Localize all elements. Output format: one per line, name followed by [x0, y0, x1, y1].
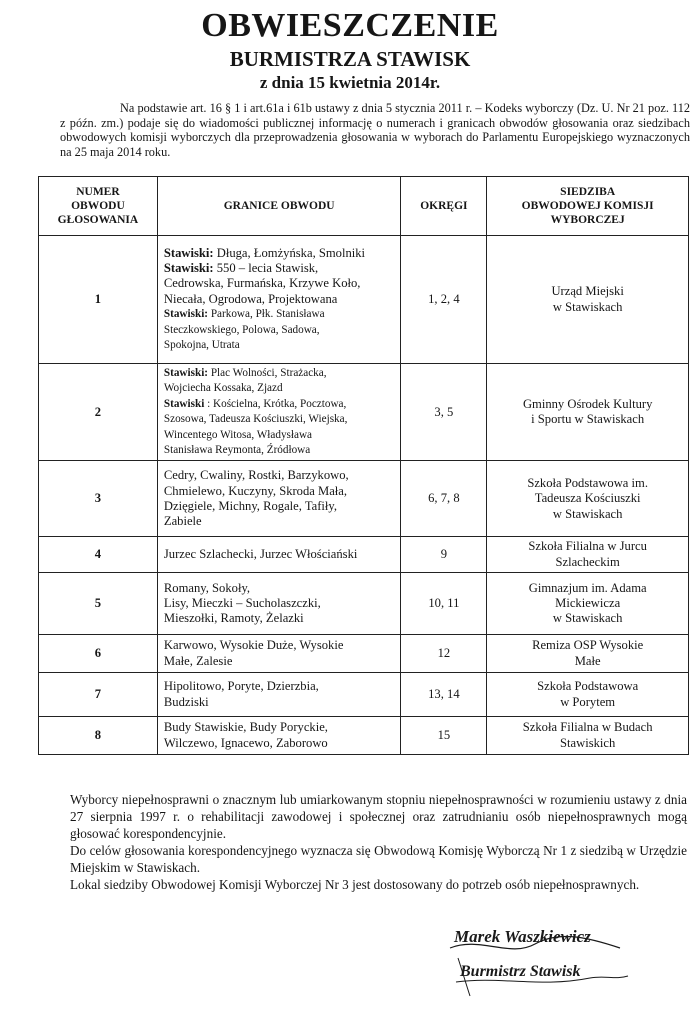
obwod-number: 1 — [39, 236, 158, 364]
seat-line: Szkoła Filialna w Budach — [522, 720, 653, 735]
footer-paragraph: Do celów głosowania korespondencyjnego wyznacza się Obwodową Komisję Wyborczą Nr 1 z siedzibą w Urzędzie Miejskim w Stawiskach. — [70, 843, 687, 875]
boundary-text: Karwowo, Wysokie Duże, Wysokie — [163, 638, 344, 653]
table-row — [39, 537, 689, 573]
obwod-boundaries — [157, 461, 401, 537]
obwod-boundaries — [157, 236, 401, 364]
boundary-text: Wincentego Witosa, Władysława — [163, 428, 313, 441]
boundary-text: Małe, Zalesie — [163, 653, 233, 668]
obwod-seat — [487, 673, 689, 717]
boundary-line — [164, 611, 395, 626]
obwod-number: 6 — [39, 635, 158, 673]
boundary-line — [164, 720, 395, 735]
footer-paragraph: Wyborcy niepełnosprawni o znacznym lub umiarkowanym stopniu niepełnosprawności w rozumieniu ustawy z dnia 27 sierpnia 1997 r. o rehabilitacji zawodowej i społecznej oraz zatrudnianiu osób niepełnosprawnych mogą głosować korespondencyjnie. — [70, 792, 687, 841]
boundary-text: Steczkowskiego, Polowa, Sadowa, — [163, 323, 320, 336]
boundary-line — [164, 679, 395, 694]
boundary-text: Plac Wolności, Strażacka, — [210, 367, 327, 379]
seat-line: i Sportu w Stawiskach — [531, 412, 645, 427]
obwod-seat — [487, 635, 689, 673]
boundary-line — [164, 695, 395, 710]
header-number — [39, 177, 158, 236]
boundary-line — [164, 499, 395, 514]
boundary-text: : Kościelna, Krótka, Pocztowa, — [207, 397, 347, 410]
obwod-seat — [487, 537, 689, 573]
obwod-districts: 10, 11 — [401, 573, 487, 635]
obwod-number: 3 — [39, 461, 158, 537]
boundary-text: Mieszołki, Ramoty, Żelazki — [163, 611, 304, 626]
obwod-seat — [487, 461, 689, 537]
seat-line: Małe — [574, 653, 601, 668]
boundary-line — [164, 323, 395, 338]
document-date: z dnia 15 kwietnia 2014r. — [259, 73, 441, 92]
boundary-line — [164, 366, 395, 381]
seat-line: Mickiewicza — [555, 596, 621, 611]
boundary-locality-label: Stawiski — [163, 397, 205, 410]
obwod-districts: 1, 2, 4 — [401, 236, 487, 364]
header-boundaries — [157, 177, 401, 236]
header-number-line: NUMER — [76, 186, 120, 198]
boundary-locality-label: Stawiski: — [163, 308, 209, 321]
footer-paragraph: Lokal siedziby Obwodowej Komisji Wyborczej Nr 3 jest dostosowany do potrzeb osób niepełnosprawnych. — [70, 877, 640, 892]
seat-line: w Porytem — [560, 694, 616, 709]
seat-line: Gimnazjum im. Adama — [528, 580, 647, 595]
obwod-districts: 6, 7, 8 — [401, 461, 487, 537]
obwod-districts: 12 — [401, 635, 487, 673]
boundary-text: Budziski — [163, 694, 209, 709]
header-number-line: OBWODU — [71, 200, 125, 212]
obwod-districts: 13, 14 — [401, 673, 487, 717]
boundary-line — [164, 412, 395, 427]
header-seat-line: WYBORCZEJ — [550, 214, 625, 226]
obwod-boundaries — [157, 364, 401, 461]
boundary-text: Budy Stawiskie, Budy Poryckie, — [163, 720, 328, 735]
obwod-boundaries — [157, 635, 401, 673]
obwod-seat — [487, 364, 689, 461]
boundary-text: Zabiele — [163, 514, 202, 529]
document-subtitle: BURMISTRZA STAWISK — [229, 47, 471, 71]
seat-line: Urząd Miejski — [551, 284, 624, 299]
handwritten-signature — [440, 918, 640, 1000]
seat-line: Tadeusza Kościuszki — [534, 491, 641, 506]
seat-line: Szlacheckim — [555, 554, 620, 569]
header-boundaries-line: GRANICE OBWODU — [223, 200, 335, 212]
boundary-text: Lisy, Mieczki – Sucholaszczki, — [163, 596, 321, 611]
boundary-text: Spokojna, Utrata — [163, 339, 240, 352]
obwod-districts: 3, 5 — [401, 364, 487, 461]
boundary-line — [164, 654, 395, 669]
seat-line: Stawiskich — [560, 735, 616, 750]
signature-name: Marek Waszkiewicz — [454, 927, 591, 946]
seat-line: Szkoła Filialna w Jurcu — [528, 539, 647, 554]
signature-title: Burmistrz Stawisk — [460, 963, 581, 980]
table-body — [39, 236, 689, 755]
boundary-line — [164, 638, 395, 653]
boundary-text: Parkowa, Płk. Stanisława — [210, 308, 325, 321]
obwod-boundaries — [157, 537, 401, 573]
boundary-line — [164, 596, 395, 611]
boundary-text: Szosowa, Tadeusza Kościuszki, Wiejska, — [163, 413, 348, 426]
boundary-text: Niecała, Ogrodowa, Projektowana — [163, 291, 338, 306]
table-row — [39, 635, 689, 673]
boundary-locality-label: Stawiski: — [163, 245, 214, 260]
boundary-line — [164, 428, 395, 443]
boundary-text: Wilczewo, Ignacewo, Zaborowo — [163, 735, 328, 750]
obwod-seat — [487, 236, 689, 364]
seat-line: Gminny Ośrodek Kultury — [522, 396, 653, 411]
boundary-line — [164, 338, 395, 353]
header-districts — [401, 177, 487, 236]
obwod-districts: 9 — [401, 537, 487, 573]
table-row — [39, 364, 689, 461]
obwod-number: 4 — [39, 537, 158, 573]
seat-line: Szkoła Podstawowa — [537, 679, 639, 694]
boundary-text: Chmielewo, Kuczyny, Skroda Mała, — [163, 483, 348, 498]
boundary-line — [164, 514, 395, 529]
obwod-districts: 15 — [401, 717, 487, 755]
boundary-text: Cedrowska, Furmańska, Krzywe Koło, — [163, 276, 361, 291]
boundary-line — [164, 484, 395, 499]
boundary-line — [164, 397, 395, 412]
obwod-boundaries — [157, 673, 401, 717]
boundary-line — [164, 381, 395, 396]
boundary-locality-label: Stawiski: — [163, 367, 209, 379]
seat-line: Remiza OSP Wysokie — [532, 638, 644, 653]
boundary-text: Dzięgiele, Michny, Rogale, Tafiły, — [163, 498, 338, 513]
seat-line: w Stawiskach — [552, 506, 623, 521]
boundary-line — [164, 246, 395, 261]
header-districts-line: OKRĘGI — [420, 200, 468, 212]
header-seat-line: SIEDZIBA — [560, 186, 616, 198]
obwod-number: 2 — [39, 364, 158, 461]
obwod-boundaries — [157, 573, 401, 635]
boundary-text: Jurzec Szlachecki, Jurzec Włościański — [163, 547, 358, 562]
boundary-locality-label: Stawiski: — [163, 260, 214, 275]
boundary-text: Długa, Łomżyńska, Smolniki — [216, 245, 366, 260]
boundary-line — [164, 581, 395, 596]
document-title: OBWIESZCZENIE — [201, 7, 499, 44]
obwod-boundaries — [157, 717, 401, 755]
obwod-seat — [487, 573, 689, 635]
boundary-text: 550 – lecia Stawisk, — [216, 260, 319, 275]
table-header-row — [39, 177, 689, 236]
boundary-text: Wojciecha Kossaka, Zjazd — [163, 382, 283, 395]
seat-line: Szkoła Podstawowa im. — [527, 475, 648, 490]
obwod-number: 5 — [39, 573, 158, 635]
boundary-text: Cedry, Cwaliny, Rostki, Barzykowo, — [163, 468, 349, 483]
boundary-line — [164, 468, 395, 483]
boundary-line — [164, 443, 395, 458]
table-row — [39, 461, 689, 537]
header-seat — [487, 177, 689, 236]
table-row — [39, 236, 689, 364]
boundary-line — [164, 736, 395, 751]
table-row — [39, 573, 689, 635]
seat-line: w Stawiskach — [552, 611, 623, 626]
obwod-number: 7 — [39, 673, 158, 717]
table-row — [39, 673, 689, 717]
boundary-line — [164, 292, 395, 307]
districts-table — [38, 176, 689, 755]
footer-notes — [70, 791, 687, 893]
boundary-text: Stanisława Reymonta, Źródłowa — [163, 444, 311, 457]
seat-line: w Stawiskach — [552, 299, 623, 314]
boundary-line — [164, 276, 395, 291]
obwod-number: 8 — [39, 717, 158, 755]
boundary-text: Romany, Sokoły, — [163, 580, 251, 595]
boundary-line — [164, 547, 395, 562]
header-number-line: GŁOSOWANIA — [57, 214, 139, 226]
boundary-line — [164, 261, 395, 276]
header-seat-line: OBWODOWEJ KOMISJI — [521, 200, 654, 212]
obwod-seat — [487, 717, 689, 755]
boundary-line — [164, 307, 395, 322]
intro-paragraph: Na podstawie art. 16 § 1 i art.61a i 61b ustawy z dnia 5 stycznia 2011 r. – Kodeks wyborczy (Dz. U. Nr 21 poz. 112 z późn. zm.) podaje się do wiadomości publicznej informację o numerach i granicach obwodów głosowania oraz siedzibach obwodowych komisji wyborczych dla przeprowadzenia głosowania w wyborach do Parlamentu Europejskiego wyznaczonych na 25 maja 2014 roku. — [60, 101, 690, 159]
boundary-text: Hipolitowo, Poryte, Dzierzbia, — [163, 679, 319, 694]
table-row — [39, 717, 689, 755]
